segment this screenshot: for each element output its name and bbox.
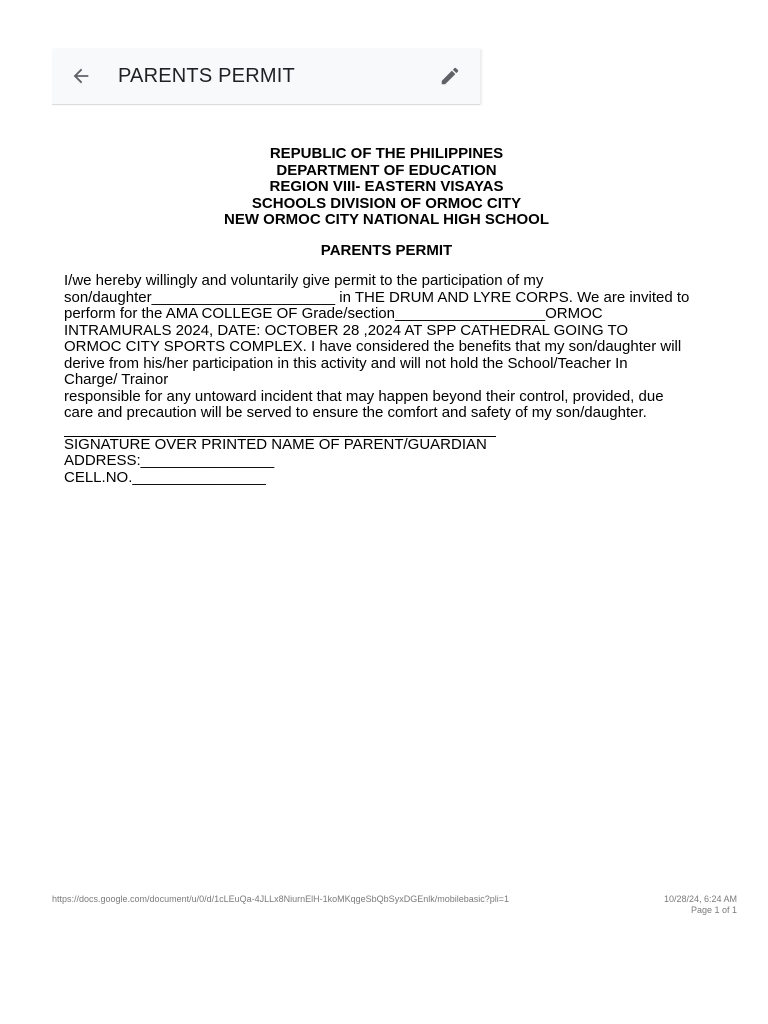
cell-number-line: CELL.NO.________________: [64, 468, 266, 486]
edit-button[interactable]: [437, 63, 463, 89]
paragraph-line: derive from his/her participation in this activity and will not hold the School/Teacher In: [64, 354, 628, 372]
letterhead-line: DEPARTMENT OF EDUCATION: [276, 161, 497, 179]
document-body: [64, 146, 709, 486]
paragraph-line: INTRAMURALS 2024, DATE: OCTOBER 28 ,2024 AT SPP CATHEDRAL GOING TO: [64, 321, 629, 339]
letterhead-line: NEW ORMOC CITY NATIONAL HIGH SCHOOL: [224, 211, 549, 228]
paragraph-line: Charge/ Trainor: [64, 371, 169, 388]
pencil-icon: [439, 65, 461, 87]
paragraph-line: ORMOC CITY SPORTS COMPLEX. I have considered the benefits that my son/daughter will: [64, 338, 682, 355]
paragraph-line: son/daughter______________________ in THE DRUM AND LYRE CORPS. We are invited to: [64, 288, 690, 306]
address-line: ADDRESS:________________: [64, 452, 275, 469]
signature-label: SIGNATURE OVER PRINTED NAME OF PARENT/GUARDIAN: [64, 435, 487, 453]
arrow-back-icon: [70, 65, 92, 87]
document-title: PARENTS PERMIT: [118, 65, 295, 87]
permit-paragraph: [64, 273, 709, 422]
paragraph-line: responsible for any untoward incident that may happen beyond their control, provided, due: [64, 387, 664, 405]
letterhead-line: SCHOOLS DIVISION OF ORMOC CITY: [251, 194, 522, 212]
footer-url: https://docs.google.com/document/u/0/d/1cLEuQa-4JLLx8NiurnElH-1koMKqgeSbQbSyxDGEnlk/mobilebasic?pli=1: [52, 894, 509, 904]
paragraph-line: care and precaution will be served to ensure the comfort and safety of my son/daughter.: [64, 404, 647, 421]
back-button[interactable]: [68, 63, 94, 89]
paragraph-line: perform for the AMA COLLEGE OF Grade/section__________________ORMOC: [64, 305, 603, 322]
letterhead: [64, 146, 709, 229]
footer-meta: [664, 894, 737, 915]
letterhead-line: REPUBLIC OF THE PHILIPPINES: [269, 145, 504, 162]
footer-timestamp: 10/28/24, 6:24 AM: [663, 894, 737, 904]
paragraph-line: I/we hereby willingly and voluntarily give permit to the participation of my: [64, 272, 544, 289]
footer-page-number: Page 1 of 1: [690, 904, 737, 915]
letterhead-line: REGION VIII- EASTERN VISAYAS: [269, 178, 504, 195]
permit-title: PARENTS PERMIT: [320, 241, 453, 259]
app-bar: [52, 49, 480, 105]
